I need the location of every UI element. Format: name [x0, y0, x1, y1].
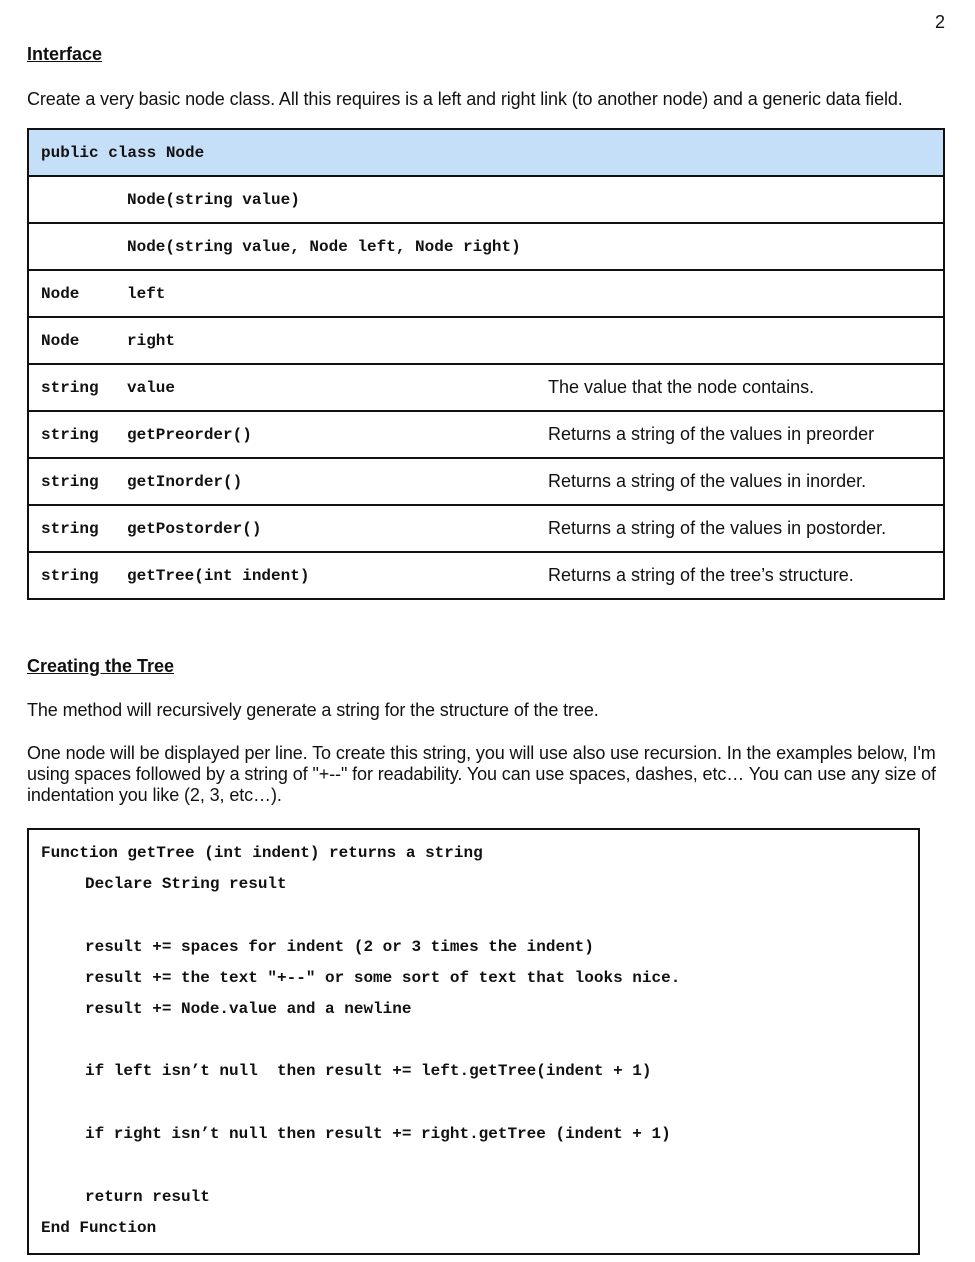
member-description: Returns a string of the values in postorder.	[548, 505, 944, 552]
table-row	[28, 270, 944, 317]
code-line: Declare String result	[85, 875, 287, 893]
code-line: if left isn’t null then result += left.getTree(indent + 1)	[85, 1062, 652, 1080]
member-signature: getInorder()	[127, 458, 548, 505]
table-row	[28, 223, 944, 270]
code-line: return result	[85, 1188, 210, 1206]
member-type	[28, 176, 127, 223]
member-type	[28, 223, 127, 270]
member-type: string	[28, 364, 127, 411]
member-signature: right	[127, 317, 548, 364]
member-signature: getPreorder()	[127, 411, 548, 458]
member-signature: left	[127, 270, 548, 317]
member-type: Node	[28, 270, 127, 317]
table-row	[28, 458, 944, 505]
member-signature: Node(string value, Node left, Node right)	[127, 223, 548, 270]
member-description	[548, 223, 944, 270]
code-line: Function getTree (int indent) returns a string	[41, 844, 483, 862]
member-description: Returns a string of the tree’s structure.	[548, 552, 944, 599]
code-line: result += spaces for indent (2 or 3 times the indent)	[85, 938, 594, 956]
member-description	[548, 317, 944, 364]
member-type: string	[28, 552, 127, 599]
table-row	[28, 176, 944, 223]
page-number: 2	[935, 12, 946, 32]
creating-para-2: One node will be displayed per line. To create this string, you will use also use recursion. In the examples below, I'm using spaces followed by a string of "+--" for readability. You can use spaces, dashes, etc… You can use any size of indentation you like (2, 3, etc…).	[27, 743, 936, 805]
section-heading-interface: Interface	[27, 44, 103, 64]
table-header-row	[28, 129, 944, 176]
code-line: if right isn’t null then result += right.getTree (indent + 1)	[85, 1125, 671, 1143]
member-type: string	[28, 411, 127, 458]
table-row	[28, 505, 944, 552]
code-line: result += Node.value and a newline	[85, 1000, 412, 1018]
member-description	[548, 176, 944, 223]
table-row	[28, 411, 944, 458]
creating-para-1: The method will recursively generate a string for the structure of the tree.	[27, 700, 599, 720]
member-description: The value that the node contains.	[548, 364, 944, 411]
member-type: Node	[28, 317, 127, 364]
node-class-table	[27, 128, 945, 600]
member-description	[548, 270, 944, 317]
member-type: string	[28, 505, 127, 552]
member-signature: getPostorder()	[127, 505, 548, 552]
section-heading-creating-tree: Creating the Tree	[27, 656, 175, 676]
table-row	[28, 552, 944, 599]
class-declaration: public class Node	[28, 129, 944, 176]
member-signature: value	[127, 364, 548, 411]
member-type: string	[28, 458, 127, 505]
code-line: End Function	[41, 1219, 157, 1237]
member-signature: getTree(int indent)	[127, 552, 548, 599]
table-row	[28, 364, 944, 411]
member-description: Returns a string of the values in preorder	[548, 411, 944, 458]
code-line: result += the text "+--" or some sort of text that looks nice.	[85, 969, 681, 987]
member-description: Returns a string of the values in inorder.	[548, 458, 944, 505]
member-signature: Node(string value)	[127, 176, 548, 223]
pseudocode-box	[27, 828, 920, 1255]
interface-intro: Create a very basic node class. All this requires is a left and right link (to another node) and a generic data field.	[27, 89, 903, 109]
table-row	[28, 317, 944, 364]
